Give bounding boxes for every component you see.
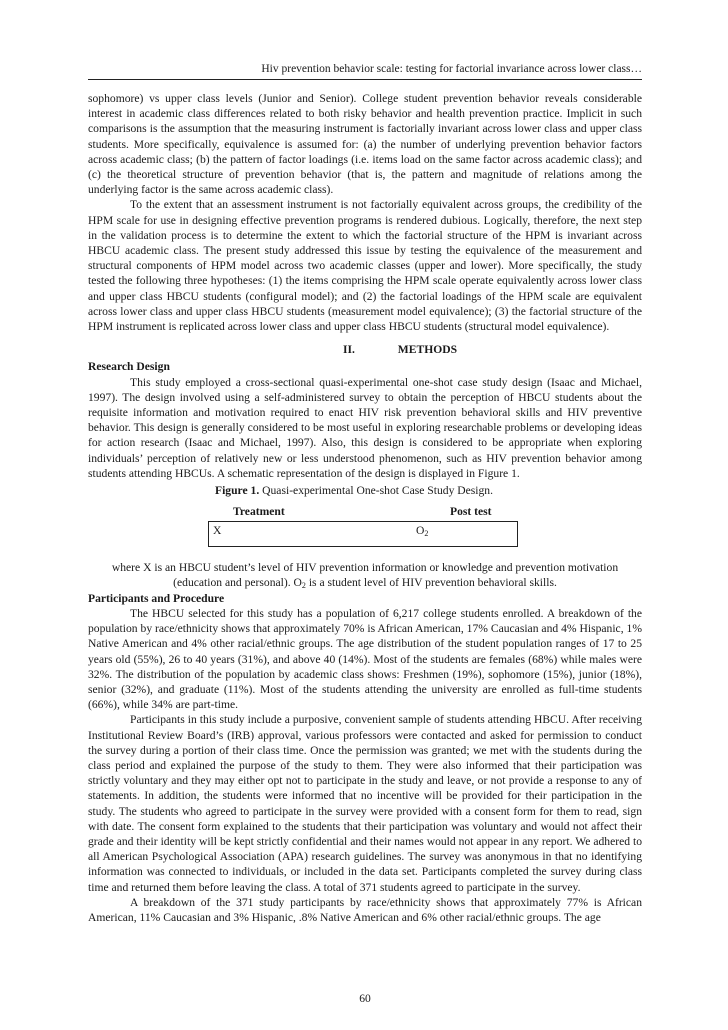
subheading-research-design: Research Design xyxy=(88,360,170,374)
running-header xyxy=(88,62,642,80)
figure-treatment-x: X xyxy=(213,524,222,538)
figure-design-box xyxy=(208,521,518,547)
section-number: II. xyxy=(342,343,355,357)
paragraph-sample-breakdown: A breakdown of the 371 study participants by race/ethnicity shows that approximately 77% is African American, 11% Caucasian and 3% Hispanic, .8% Native American and 6% other racial/ethnic groups. The age xyxy=(88,895,642,924)
figure-note-post: is a student level of HIV prevention behavioral skills. xyxy=(305,576,557,590)
paragraph-population: The HBCU selected for this study has a population of 6,217 college students enrolled. A breakdown of the population by race/ethnicity shows that approximately 70% is African American, 17% Caucasian and 4% Hispanic, 1% Native American and 4% other racial/ethnic groups. The age distribution of the student population ranges of 17 to 25 years old (55%), 26 to 40 years (31%), and above 40 (14%). Most of the students are females (68%) while males were 32%. The distribution of the population by academic class shows: Freshmen (19%), sophomore (15%), junior (18%), senior (32%), and graduate (11%). Most of the students attending the university are enrolled as full-time students (66%), while 34% are part-time. xyxy=(88,606,642,712)
paragraph-procedure: Participants in this study include a purposive, convenient sample of students attending HBCU. After receiving Institutional Review Board’s (IRB) approval, various professors were contacted and asked for permission to conduct the survey during a portion of their class time. Once the permission was granted; we met with the students during the class period and explained the purpose of the study to them. They were also informed that their participation was strictly voluntary and they may either opt not to participate in the study and leave, or not provide a response to any of statements. In addition, the students were informed that no incentive will be provided for their participation in the study. The students who agreed to participate in the survey were provided with a consent form for them to read, sign with date. The consent form explained to the students that their participation was voluntary and would not affect their grade and their identity will be kept strictly confidential and their names would not appear in any report. We adhered to all American Psychological Association (APA) research guidelines. The survey was anonymous in that no identifying information was connected to individuals, or included in the data set. Participants completed the survey during class time and returned them before leaving the class. A total of 371 students agreed to participate in the survey. xyxy=(88,713,642,894)
running-title: Hiv prevention behavior scale: testing for factorial invariance across lower class… xyxy=(261,63,642,75)
paragraph-research-design: This study employed a cross-sectional quasi-experimental one-shot case study design (Isaac and Michael, 1997). The design involved using a self-administered survey to obtain the perception of HBCU students about the requisite information and motivation required to enact HIV risk prevention behavioral skills and HIV preventive behavior. This design is generally considered to be most useful in exploring researchable problems or developing ideas for action research (Isaac and Michael, 1997). Also, this design is considered to be appropriate when exploring individuals’ perception of relatively new or less understood phenomenon, such as HIV prevention behavior among students attending HBCUs. A schematic representation of the design is displayed in Figure 1. xyxy=(88,375,642,480)
section-title: METHODS xyxy=(397,343,458,357)
figure-observation-o2 xyxy=(416,523,428,538)
paragraph-intro-continued: sophomore) vs upper class levels (Junior and Senior). College student prevention behavior reveals considerable interest in academic class differences related to both risky behavior and health prevention practice. Implicit in such comparisons is the assumption that the measuring instrument is factorially invariant across lower class and upper class students. More specifically, equivalence is assumed for: (a) the number of underlying prevention behavior factors across academic class; (b) the pattern of factor loadings (i.e. items load on the same factor across academic class); and (c) the theoretical structure of prevention behavior (that is, the pattern and magnitude of relations among the underlying factor is the same across academic class). xyxy=(88,92,642,197)
subheading-participants: Participants and Procedure xyxy=(88,591,225,605)
figure-column-labels xyxy=(233,504,493,519)
section-heading-methods xyxy=(88,342,642,357)
paragraph-invariance: To the extent that an assessment instrument is not factorially equivalent across groups, the credibility of the HPM scale for use in designing effective prevention programs is rendered dubious. Logically, therefore, the next step in the validation process is to determine the extent to which the factorial structure of the HPM is invariant across HBCU academic class. The present study addressed this issue by testing the equivalence of the measurement and structural components of HPM model across two academic classes (upper and lower). More specifically, the study tested the following three hypotheses: (1) the items comprising the HPM scale operate equivalently across lower class and upper class HBCU students (configural model); and (2) the factorial loadings of the HPM scale are equivalent across lower class and upper class HBCU students (measurement model equivalence); (3) the factorial structure of the HPM instrument is replicated across lower class and upper class HBCU students (structural model equivalence). xyxy=(88,198,642,334)
figure-caption xyxy=(215,483,642,498)
figure-label: Figure 1. xyxy=(215,484,260,498)
figure-note-pre: where X is an HBCU student’s level of HIV prevention information or knowledge and prevention motivation (education and personal). O xyxy=(111,561,619,590)
figure-o-subscript: 2 xyxy=(424,529,429,539)
figure-note-subscript: 2 xyxy=(301,581,306,591)
figure-note xyxy=(88,560,642,590)
figure-1-schematic xyxy=(88,502,642,548)
figure-o-letter: O xyxy=(416,524,425,538)
page-body xyxy=(88,91,642,925)
figure-posttest-label: Post test xyxy=(450,505,492,519)
figure-caption-text: Quasi-experimental One-shot Case Study Design. xyxy=(262,484,494,498)
page-number: 60 xyxy=(359,992,371,1005)
figure-treatment-label: Treatment xyxy=(233,505,285,519)
